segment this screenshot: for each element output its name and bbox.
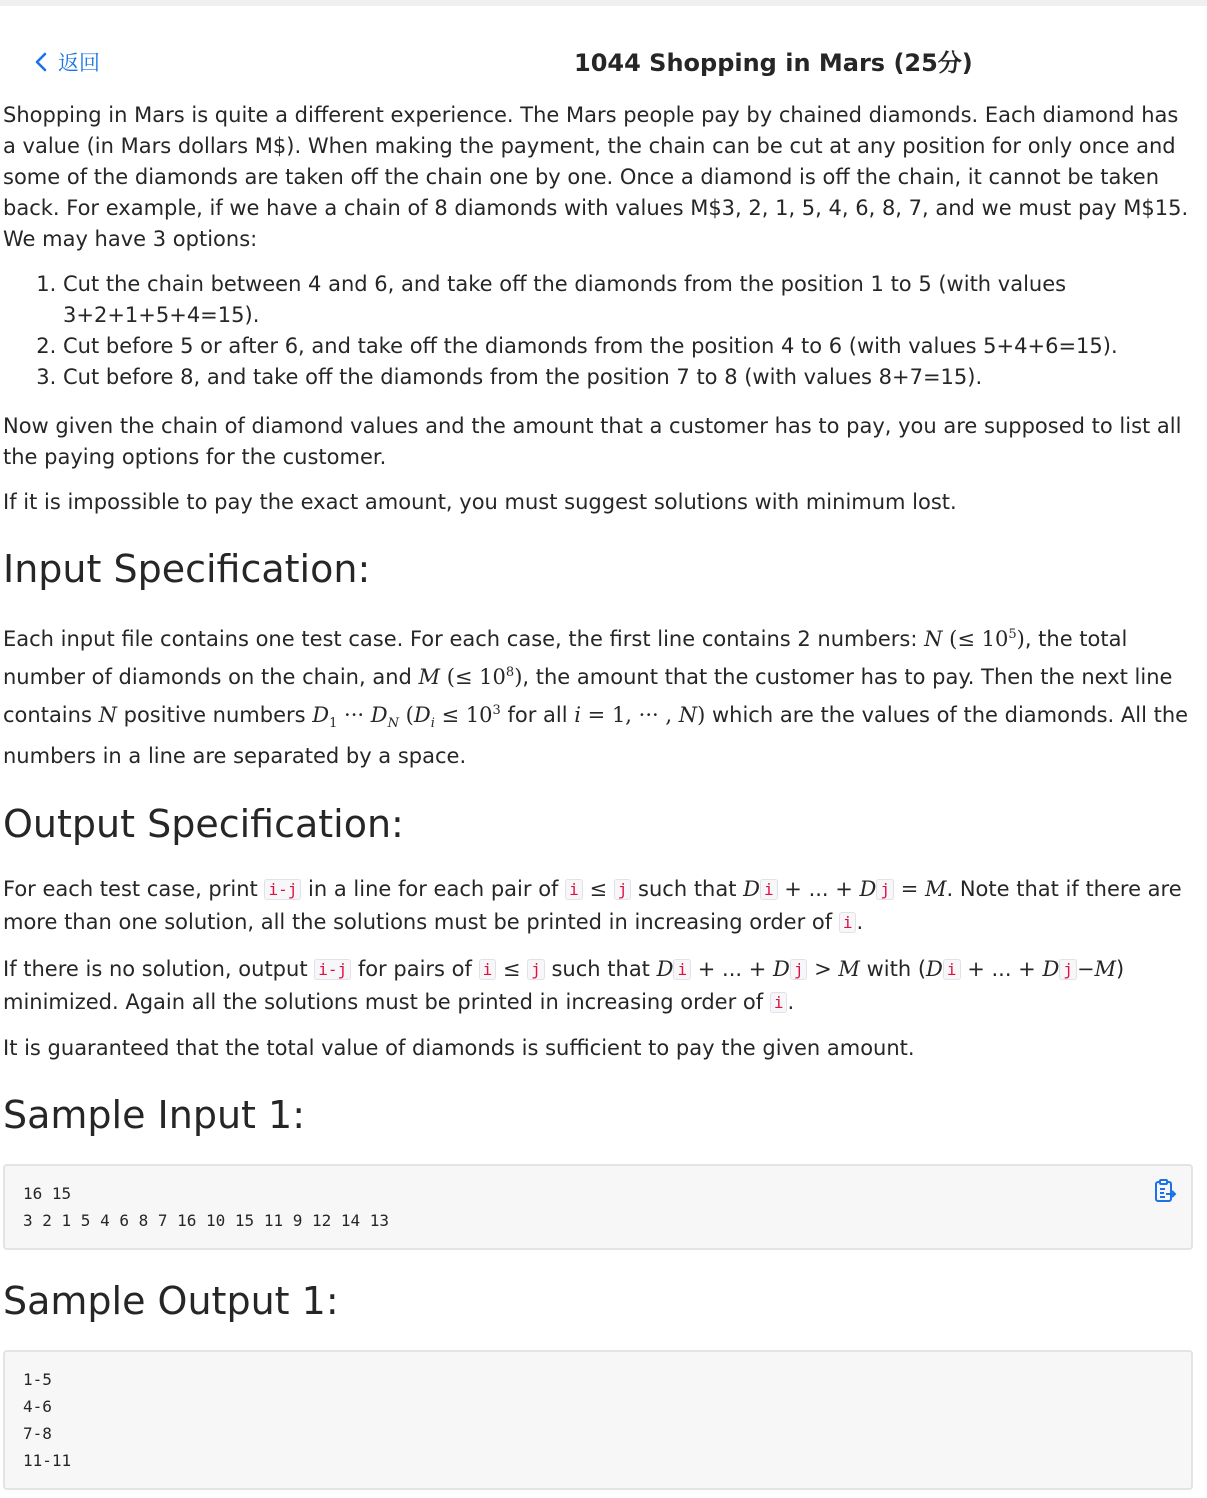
inline-code: j — [790, 959, 808, 980]
sample-input-heading: Sample Input 1: — [3, 1093, 306, 1138]
output-spec-paragraph-2: If there is no solution, output i-j for pairs of i ≤ j such that D i + ... + D j > M with (D i + ... + D j −M) minimized. Again all the solutions must be printed in increasing order of i . — [3, 957, 1125, 1015]
inline-code: i-j — [314, 959, 351, 980]
top-bar — [0, 0, 1207, 6]
back-button[interactable] — [32, 47, 100, 77]
output-spec-paragraph-3: It is guaranteed that the total value of diamonds is sufficient to pay the given amount. — [3, 1036, 915, 1061]
inline-code: i — [565, 879, 583, 900]
sample-output-code[interactable]: 1-5 4-6 7-8 11-11 — [23, 1370, 72, 1471]
header — [0, 40, 1207, 84]
sample-input-block — [3, 1164, 1193, 1250]
inline-code: j — [1059, 959, 1077, 980]
intro-paragraph-3: If it is impossible to pay the exact amount, you must suggest solutions with minimum lost. — [3, 490, 957, 514]
inline-code: i — [839, 912, 857, 933]
output-spec-heading: Output Specification: — [3, 802, 404, 847]
input-spec-heading: Input Specification: — [3, 547, 371, 591]
inline-code: i — [770, 992, 788, 1013]
inline-code: i — [943, 959, 961, 980]
sample-input-code[interactable]: 16 15 3 2 1 5 4 6 8 7 16 10 15 11 9 12 14 13 — [23, 1184, 390, 1231]
list-item: 2. Cut before 5 or after 6, and take off the diamonds from the position 4 to 6 (with values 5+4+6=15). — [63, 331, 1193, 362]
inline-code: i — [673, 959, 691, 980]
sample-output-heading: Sample Output 1: — [3, 1279, 339, 1324]
inline-code: j — [876, 879, 894, 900]
copy-icon[interactable] — [1153, 1178, 1177, 1204]
input-spec-paragraph: Each input file contains one test case. For each case, the first line contains 2 numbers: N (≤ $10^5$), the total number of diamonds on the chain, and M (≤ $10^8$), the amount that the customer has to pay. Then the next line contains N positive numbers $D_1$ ··· $D_N$ ($D_i \le 10^3$ for all i = 1, ··· , N) which are the values of the diamonds. All the numbers in a line are separated by a space. — [3, 627, 1189, 769]
inline-code: i — [760, 879, 778, 900]
inline-code: j — [527, 959, 545, 980]
inline-code: i-j — [264, 879, 301, 900]
inline-code: i — [479, 959, 497, 980]
page-title: 1044 Shopping in Mars (25分) — [574, 49, 973, 77]
output-spec-paragraph-1: For each test case, print i-j in a line for each pair of i ≤ j such that D i + ... + D j = M. Note that if there are more than one solution, all the solutions must be printed in increasing order of i . — [3, 877, 1182, 935]
intro-paragraph-2: Now given the chain of diamond values and the amount that a customer has to pay, you are supposed to list all the paying options for the customer. — [3, 414, 1182, 469]
options-list — [3, 269, 1193, 393]
back-label: 返回 — [58, 51, 100, 75]
inline-code: j — [614, 879, 632, 900]
chevron-left-icon — [32, 51, 50, 73]
sample-output-block — [3, 1350, 1193, 1490]
problem-content — [3, 100, 1193, 1498]
list-item: 3. Cut before 8, and take off the diamonds from the position 7 to 8 (with values 8+7=15). — [63, 362, 1193, 393]
intro-paragraph: Shopping in Mars is quite a different experience. The Mars people pay by chained diamonds. Each diamond has a value (in Mars dollars M$). When making the payment, the chain can be cut at any position for only once and some of the diamonds are taken off the chain one by one. Once a diamond is off the chain, it cannot be taken back. For example, if we have a chain of 8 diamonds with values M$3, 2, 1, 5, 4, 6, 8, 7, and we must pay M$15. We may have 3 options: — [3, 103, 1189, 251]
list-item: 1. Cut the chain between 4 and 6, and take off the diamonds from the position 1 to 5 (with values 3+2+1+5+4=15). — [63, 269, 1193, 331]
